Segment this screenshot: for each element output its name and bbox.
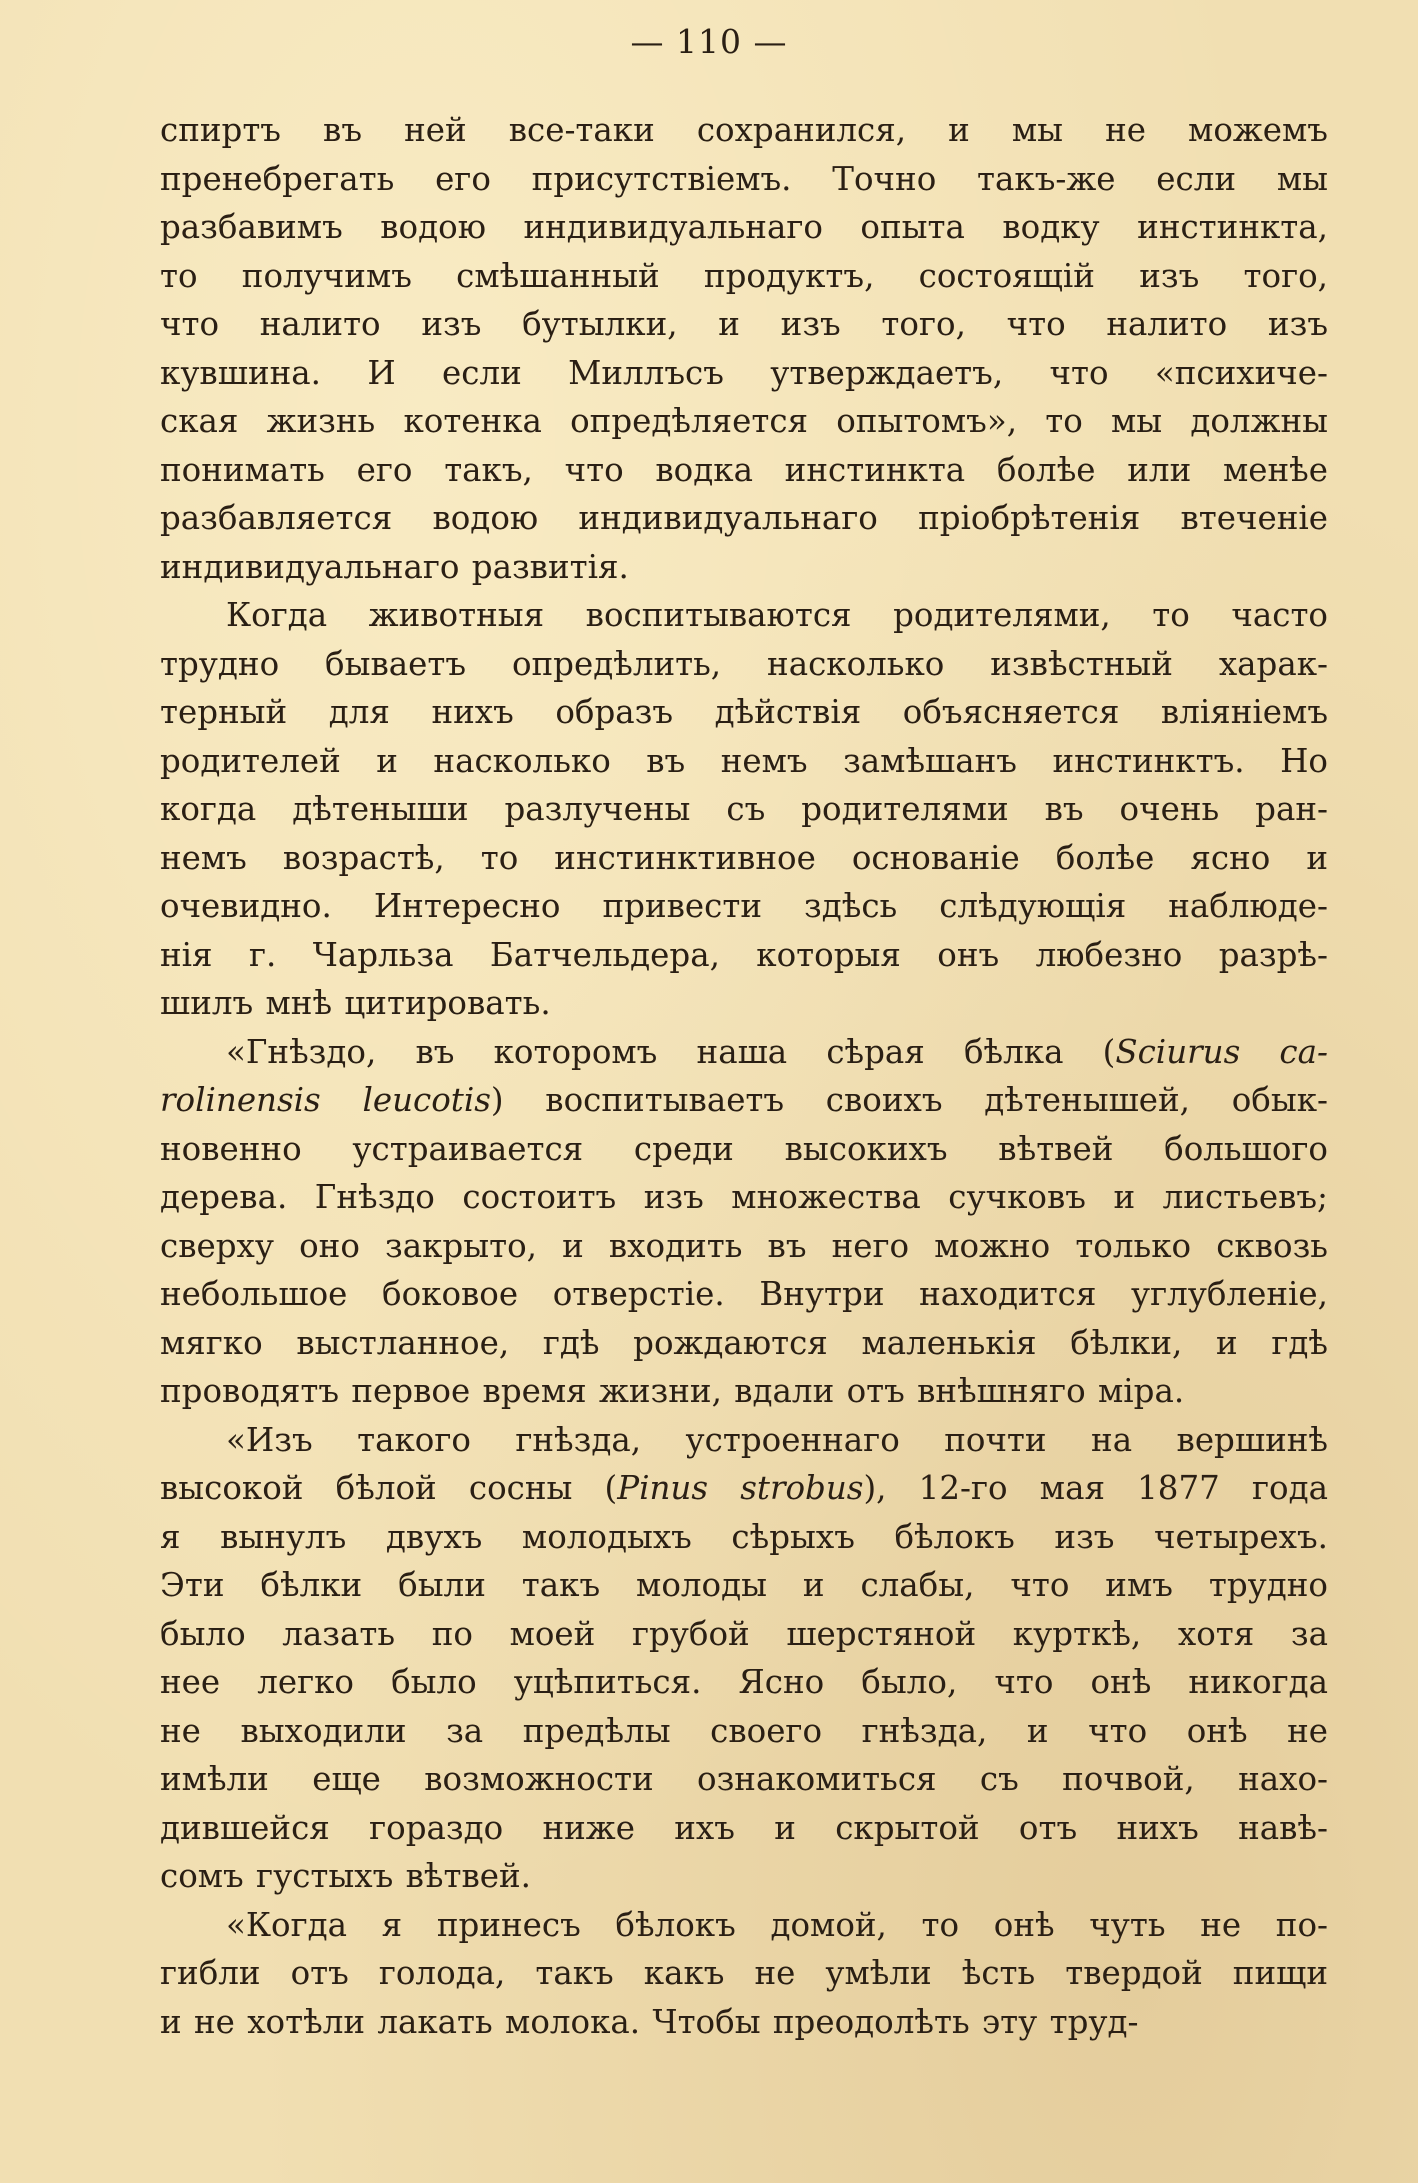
text-line: было лазать по моей грубой шерстяной курткѣ, хотя за xyxy=(160,1614,1328,1653)
text-line: родителей и насколько въ немъ замѣшанъ инстинктъ. Но xyxy=(160,741,1328,780)
text-line: новенно устраивается среди высокихъ вѣтвей большого xyxy=(160,1129,1328,1168)
text-line: спиртъ въ ней все-таки сохранился, и мы не можемъ xyxy=(160,111,1328,149)
text-line: проводятъ первое время жизни, вдали отъ внѣшняго міра. xyxy=(160,1372,1185,1410)
text-line: Когда животныя воспитываются родителями, то часто xyxy=(226,596,1328,634)
text-line: не выходили за предѣлы своего гнѣзда, и что онѣ не xyxy=(160,1711,1328,1750)
text-line: и не хотѣли лакать молока. Чтобы преодолѣть эту труд- xyxy=(160,2002,1139,2041)
text-line: немъ возрастѣ, то инстинктивное основаніе болѣе ясно и xyxy=(160,838,1328,877)
text-line: «Изъ такого гнѣзда, устроеннаго почти на вершинѣ xyxy=(226,1420,1328,1459)
text-line: ская жизнь котенка опредѣляется опытомъ», то мы должны xyxy=(160,402,1328,440)
text-line: разбавимъ водою индивидуальнаго опыта водку инстинкта, xyxy=(160,208,1328,246)
paragraph xyxy=(160,591,1328,1028)
text-line: небольшое боковое отверстіе. Внутри находится углубленіе, xyxy=(160,1275,1328,1313)
text-line: кувшина. И если Миллъсъ утверждаетъ, что «психиче- xyxy=(160,353,1328,392)
text-line: rolinensis leucotis) воспитываетъ своихъ дѣтенышей, обык- xyxy=(160,1081,1329,1119)
text-line: дившейся гораздо ниже ихъ и скрытой отъ нихъ навѣ- xyxy=(160,1808,1328,1847)
text-line: имѣли еще возможности ознакомиться съ почвой, нахо- xyxy=(160,1760,1328,1798)
text-line: пренебрегать его присутствіемъ. Точно такъ-же если мы xyxy=(160,159,1328,198)
text-line: сомъ густыхъ вѣтвей. xyxy=(160,1857,531,1895)
text-line: понимать его такъ, что водка инстинкта болѣе или менѣе xyxy=(160,450,1328,489)
text-line: дерева. Гнѣздо состоитъ изъ множества сучковъ и листьевъ; xyxy=(160,1178,1328,1216)
italic-latin-name: Sciurus ca- xyxy=(1115,1032,1328,1071)
italic-latin-name: rolinensis leucotis xyxy=(160,1081,491,1119)
paragraph xyxy=(160,106,1328,591)
text-line: гибли отъ голода, такъ какъ не умѣли ѣсть твердой пищи xyxy=(160,1954,1328,1992)
paragraph xyxy=(160,1416,1328,1901)
text-line: нія г. Чарльза Батчельдера, которыя онъ любезно разрѣ- xyxy=(160,935,1328,974)
text-line: высокой бѣлой сосны (Pinus strobus), 12-го мая 1877 года xyxy=(160,1469,1328,1507)
text-line: трудно бываетъ опредѣлить, насколько извѣстный харак- xyxy=(160,644,1328,683)
page-number: — 110 — xyxy=(630,22,788,61)
text-line: то получимъ смѣшанный продуктъ, состоящій изъ того, xyxy=(160,256,1328,295)
paragraph xyxy=(160,1901,1328,2047)
text-line: Эти бѣлки были такъ молоды и слабы, что имъ трудно xyxy=(160,1566,1328,1604)
paragraph xyxy=(160,1028,1328,1416)
text-line: «Когда я принесъ бѣлокъ домой, то онѣ чуть не по- xyxy=(226,1905,1328,1944)
text-line: я вынулъ двухъ молодыхъ сѣрыхъ бѣлокъ изъ четырехъ. xyxy=(160,1517,1328,1556)
text-line: нее легко было уцѣпиться. Ясно было, что онѣ никогда xyxy=(160,1663,1328,1701)
text-line: что налито изъ бутылки, и изъ того, что налито изъ xyxy=(160,305,1328,343)
text-line: «Гнѣздо, въ которомъ наша сѣрая бѣлка (Sciurus ca- xyxy=(226,1032,1328,1071)
text-line: мягко выстланное, гдѣ рождаются маленькія бѣлки, и гдѣ xyxy=(160,1323,1328,1362)
body-text xyxy=(160,106,1328,2046)
italic-latin-name: Pinus strobus xyxy=(617,1469,864,1507)
text-line: очевидно. Интересно привести здѣсь слѣдующія наблюде- xyxy=(160,887,1328,925)
text-line: когда дѣтеныши разлучены съ родителями въ очень ран- xyxy=(160,790,1328,828)
text-line: терный для нихъ образъ дѣйствія объясняется вліяніемъ xyxy=(160,693,1328,731)
text-line: сверху оно закрыто, и входить въ него можно только сквозь xyxy=(160,1226,1328,1265)
text-line: индивидуальнаго развитія. xyxy=(160,547,629,586)
text-line: разбавляется водою индивидуальнаго пріобрѣтенія втеченіе xyxy=(160,499,1328,537)
text-line: шилъ мнѣ цитировать. xyxy=(160,984,551,1022)
